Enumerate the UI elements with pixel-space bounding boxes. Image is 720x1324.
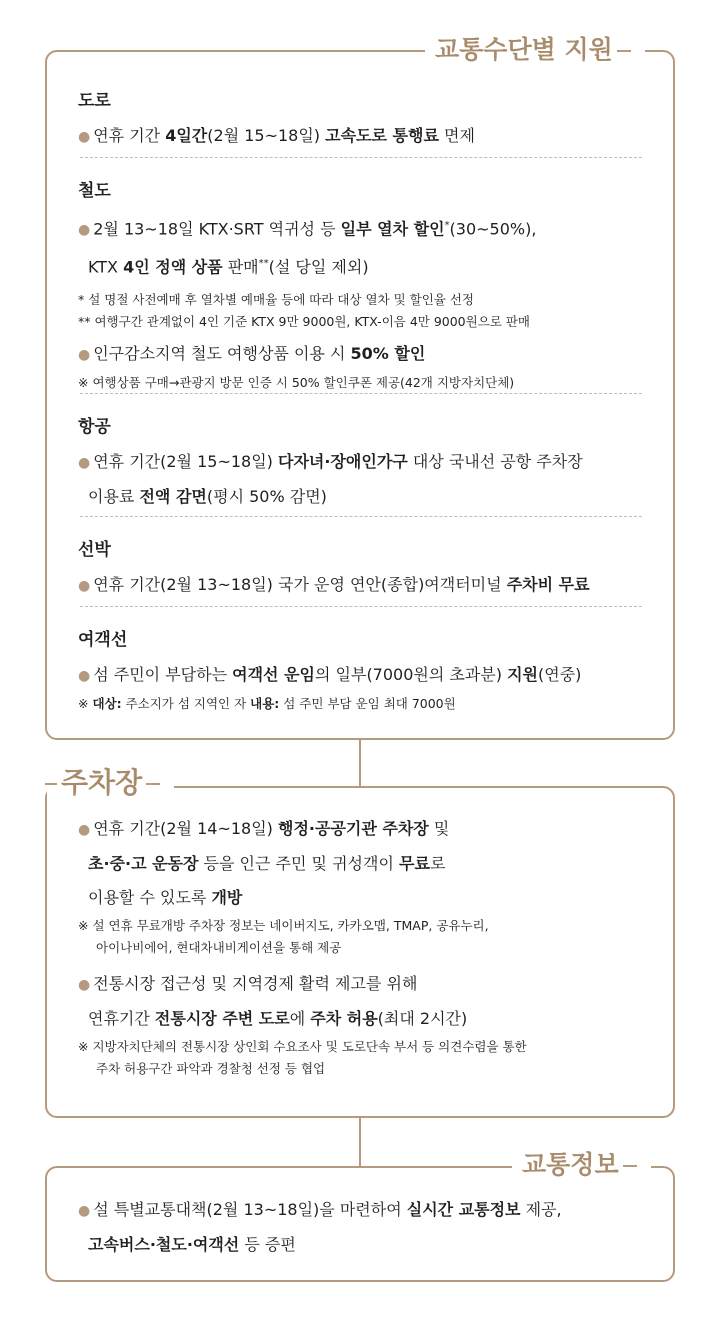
footnote: ** 여행구간 관계없이 4인 기준 KTX 9만 9000원, KTX-이음 4만 9000원으로 판매 [78,313,530,329]
list-item: ● 연휴 기간(2월 14~18일) 행정·공공기관 주차장 및 [78,819,450,838]
list-item-continuation: 이용료 전액 감면(평시 50% 감면) [88,487,327,506]
footnote: * 설 명절 사전예매 후 열차별 예매율 등에 따라 대상 열차 및 할인율 선정 [78,291,475,307]
list-item: ● 인구감소지역 철도 여행상품 이용 시 50% 할인 [78,343,426,363]
bullet-dot-icon: ● [78,977,91,993]
list-item-continuation: 연휴기간 전통시장 주변 도로에 주차 허용(최대 2시간) [88,1009,468,1028]
list-item: ● 2월 13~18일 KTX·SRT 역귀성 등 일부 열차 할인*(30~50%), [78,219,537,239]
title-dash-icon [617,50,631,52]
title-text: 교통수단별 지원 [435,35,613,64]
traffic-info-item [78,1193,644,1262]
list-item: ● 연휴 기간(2월 15~18일) 다자녀·장애인가구 대상 국내선 공항 주차장 [78,452,583,471]
section-divider [80,516,642,517]
list-item-continuation: 초·중·고 운동장 등을 인근 주민 및 귀성객이 무료로 [88,854,446,873]
list-item: ● 설 특별교통대책(2월 13~18일)을 마련하여 실시간 교통정보 제공, [78,1200,562,1219]
list-item-continuation: 이용할 수 있도록 개방 [88,888,243,907]
list-item: ● 연휴 기간 4일간(2월 15~18일) 고속도로 통행료 면제 [78,126,475,145]
title-text: 교통정보 [522,1150,619,1179]
footnote: ※ 여행상품 구매→관광지 방문 인증 시 50% 할인쿠폰 제공(42개 지방자치단체) [78,374,515,390]
section-rail [78,176,644,394]
list-item: ● 전통시장 접근성 및 지역경제 활력 제고를 위해 [78,974,418,993]
footnote: 주차 허용구간 파악과 경찰청 선정 등 협업 [96,1061,326,1076]
section-road [78,86,644,154]
parking-item-1 [78,812,644,1080]
section-divider [80,393,642,394]
list-item: ● 연휴 기간(2월 13~18일) 국가 운영 연안(종합)여객터미널 주차비 무료 [78,575,590,594]
title-dash-icon [146,783,160,785]
title-dash-icon [623,1165,637,1167]
section-heading: 여객선 [78,630,128,650]
footnote: 아이나비에어, 현대차내비게이션을 통해 제공 [96,940,342,955]
parking-title [47,766,174,799]
bullet-dot-icon: ● [78,578,91,594]
footnote: ※ 설 연휴 무료개방 주차장 정보는 네이버지도, 카카오맵, TMAP, 공유누리, [78,918,489,933]
bullet-dot-icon: ● [78,822,91,838]
connector-line-1 [359,740,361,786]
section-heading: 도로 [78,91,111,111]
footnote: ※ 지방자치단체의 전통시장 상인회 수요조사 및 도로단속 부서 등 의견수렴을 통한 [78,1039,527,1054]
bullet-dot-icon: ● [78,455,91,471]
section-heading: 항공 [78,417,111,437]
bullet-dot-icon: ● [78,668,91,684]
bullet-dot-icon: ● [78,346,91,363]
section-heading: 철도 [78,181,111,201]
title-text: 주차장 [61,766,143,799]
section-heading: 선박 [78,540,111,560]
section-ferry [78,625,644,715]
bullet-dot-icon: ● [78,129,91,145]
list-item: ● 섬 주민이 부담하는 여객선 운임의 일부(7000원의 초과분) 지원(연중) [78,665,582,684]
bullet-dot-icon: ● [78,1203,91,1219]
connector-line-2 [359,1118,361,1166]
footnote: ※ 대상: 주소지가 섬 지역인 자 내용: 섬 주민 부담 운임 최대 7000원 [78,696,456,711]
section-ship [78,535,644,603]
section-divider [80,157,642,158]
bullet-dot-icon: ● [78,222,91,239]
traffic-info-title [512,1152,651,1177]
section-divider [80,606,642,607]
list-item-continuation: 고속버스·철도·여객선 등 증편 [88,1235,296,1254]
transport-support-title [425,37,645,62]
list-item-continuation: KTX 4인 정액 상품 판매**(설 당일 제외) [88,257,369,277]
title-dash-icon [45,783,57,785]
section-air [78,412,644,514]
